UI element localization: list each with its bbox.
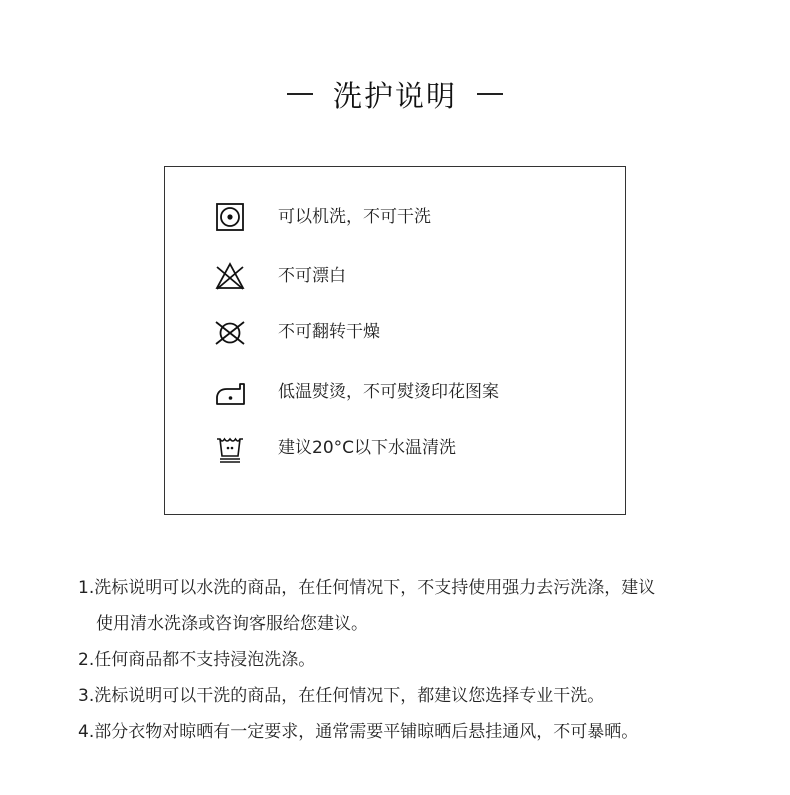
page-title: 洗护说明 [332,78,457,113]
care-text: 不可翻转干燥 [278,322,380,342]
low-iron-icon [213,375,247,409]
care-symbols-box [164,166,626,515]
care-text: 可以机洗，不可干洗 [278,207,431,227]
note-line: 使用清水洗涤或咨询客服给您建议。 [96,614,368,634]
care-text: 不可漂白 [278,266,346,286]
no-tumble-dry-icon [213,315,247,349]
title-dash-right [477,93,503,95]
care-text: 低温熨烫，不可熨烫印花图案 [278,382,499,402]
care-item-wash-20c [165,428,625,468]
title-dash-left [287,93,313,95]
care-item-low-iron [165,372,625,412]
note-line: 3.洗标说明可以干洗的商品，在任何情况下，都建议您选择专业干洗。 [78,686,605,706]
note-line: 2.任何商品都不支持浸泡洗涤。 [78,650,316,670]
wash-20c-icon [213,431,247,465]
care-notes [78,570,758,750]
note-line: 4.部分衣物对晾晒有一定要求，通常需要平铺晾晒后悬挂通风，不可暴晒。 [78,722,639,742]
machine-wash-icon [213,200,247,234]
title-row [0,72,790,116]
no-bleach-icon [213,259,247,293]
care-item-machine-wash [165,197,625,237]
care-item-no-tumble-dry [165,312,625,352]
care-item-no-bleach [165,256,625,296]
care-text: 建议20°C以下水温清洗 [278,438,457,458]
note-line: 1.洗标说明可以水洗的商品，在任何情况下，不支持使用强力去污洗涤，建议 [78,578,656,598]
